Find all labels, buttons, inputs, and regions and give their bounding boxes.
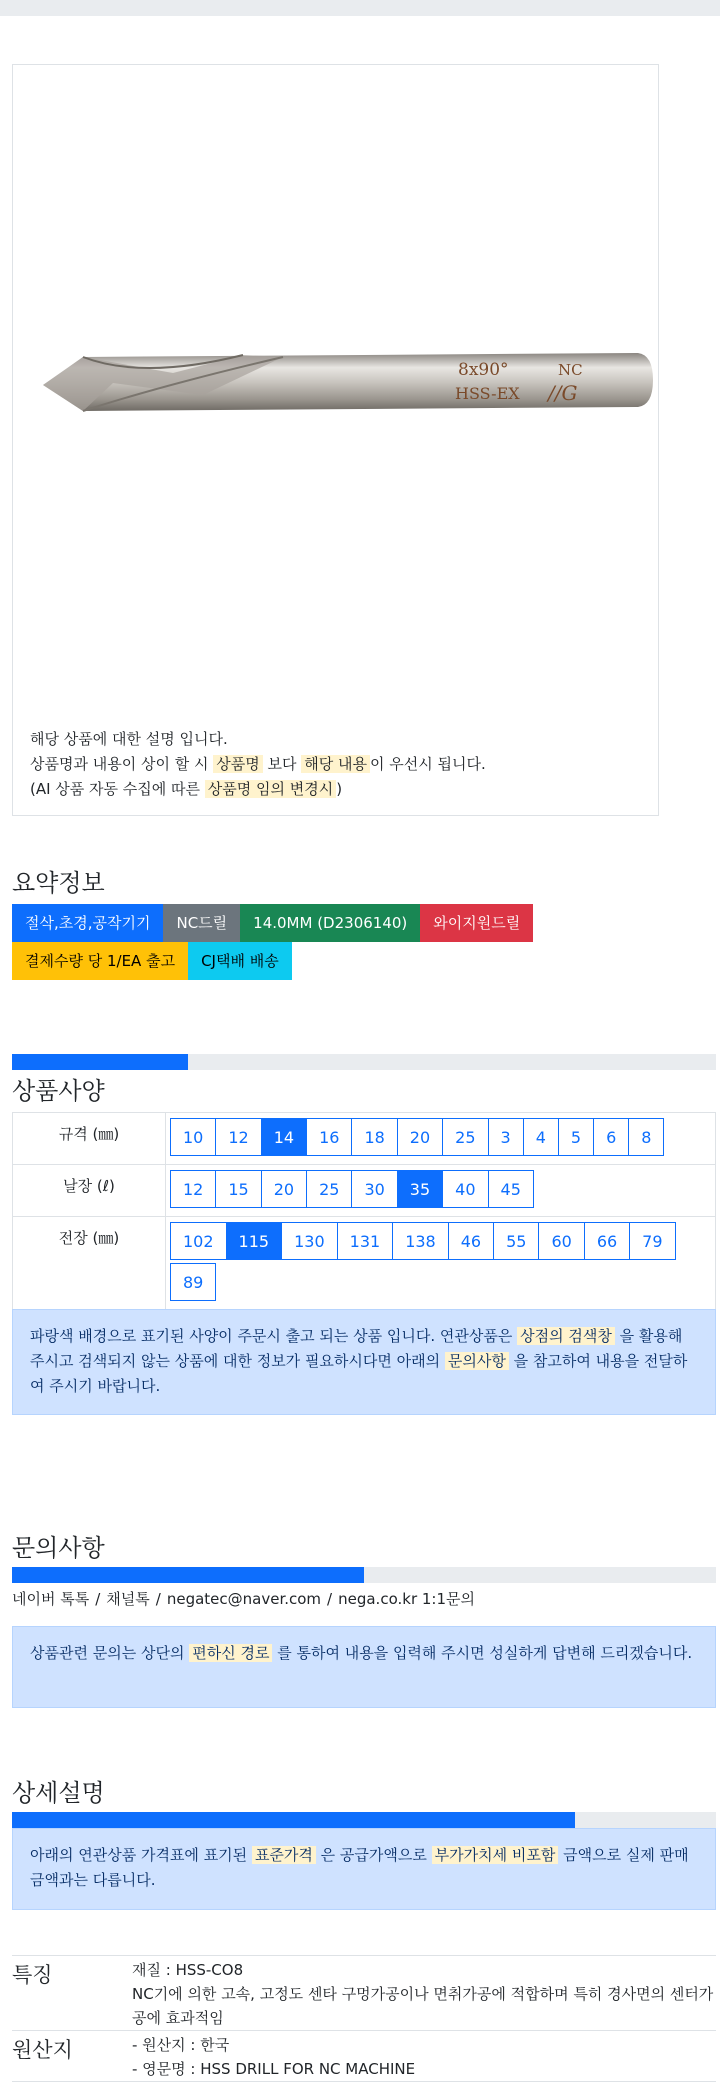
option-button-selected[interactable]: 115 [226,1222,283,1260]
option-button[interactable]: 138 [392,1222,449,1260]
top-bar [0,0,720,16]
highlight-text: 문의사항 [445,1352,509,1370]
feature-line: - 원산지 : 한국 [132,2036,230,2054]
highlight-text: 상점의 검색창 [517,1327,615,1345]
highlight-text: 상품명 [213,755,262,773]
separator: / [95,1590,101,1608]
drill-marking-size: 8x90° [458,360,509,380]
spec-label: 전장 (㎜) [13,1217,166,1312]
option-button[interactable]: 55 [493,1222,539,1260]
option-button[interactable]: 89 [170,1263,216,1301]
feature-line: - 영문명 : HSS DRILL FOR NC MACHINE [132,2060,416,2078]
separator: / [327,1590,333,1608]
feature-line: NC기에 의한 고속, 고정도 센타 구멍가공이나 면취가공에 적합하며 특히 경사면의 센터가공에 효과적임 [132,1985,714,2027]
option-button[interactable]: 20 [261,1170,307,1208]
option-button-selected[interactable]: 14 [261,1118,307,1156]
option-button[interactable]: 45 [488,1170,534,1208]
drill-marking-logo: //G [548,381,578,405]
contact-channel-talk[interactable]: 채널톡 [106,1590,150,1608]
feature-row [12,1956,716,2031]
option-button[interactable]: 4 [523,1118,559,1156]
spec-table [12,1112,716,1312]
feature-value [132,1956,716,2031]
inquiry-title: 문의사항 [12,1534,105,1562]
option-button[interactable]: 6 [593,1118,629,1156]
product-description [30,727,486,802]
highlight-text: 편하신 경로 [189,1644,272,1662]
spec-row-size [13,1113,716,1165]
text: ) [336,780,343,798]
option-button[interactable]: 18 [351,1118,397,1156]
option-button-selected[interactable]: 35 [397,1170,443,1208]
text: 파랑색 배경으로 표기된 사양이 주문시 출고 되는 상품 입니다. 연관상품은 [30,1327,518,1345]
option-button[interactable]: 131 [337,1222,394,1260]
option-button[interactable]: 16 [306,1118,352,1156]
option-button[interactable]: 66 [584,1222,630,1260]
spec-options [166,1113,716,1165]
highlight-text: 표준가격 [252,1846,316,1864]
text: 아래의 연관상품 가격표에 표기된 [30,1846,252,1864]
option-button[interactable]: 3 [488,1118,524,1156]
text: 를 통하여 내용을 입력해 주시면 성실하게 답변해 드리겠습니다. [272,1644,693,1662]
summary-title: 요약정보 [12,869,105,897]
text: (AI 상품 자동 수집에 따른 [30,780,205,798]
text: 은 공급가액으로 [315,1846,432,1864]
inquiry-notice [12,1626,716,1708]
spec-label: 날장 (ℓ) [13,1165,166,1217]
text: 보다 [262,755,302,773]
badge-category: 절삭,초경,공작기기 [12,904,163,942]
summary-badges [12,904,712,980]
option-button[interactable]: 20 [397,1118,443,1156]
option-button[interactable]: 10 [170,1118,216,1156]
option-button[interactable]: 25 [306,1170,352,1208]
detail-progress-bar [12,1812,716,1828]
contact-website[interactable]: nega.co.kr 1:1문의 [338,1590,475,1608]
feature-label: 원산지 [12,2031,132,2082]
spec-options [166,1165,716,1217]
product-description-line2 [30,752,486,777]
inquiry-progress-fill [12,1567,364,1583]
text: 을 참고하여 내용을 전달하여 주시기 바랍니다. [30,1352,688,1395]
highlight-text: 상품명 임의 변경시 [205,780,336,798]
detail-progress-fill [12,1812,575,1828]
product-description-line1: 해당 상품에 대한 설명 입니다. [30,730,228,748]
product-drill-image [23,335,653,425]
spec-notice [12,1309,716,1415]
text: 상품명과 내용이 상이 할 시 [30,755,214,773]
text: 을 활용해 주시고 검색되지 않는 상품에 대한 정보가 필요하시다면 아래의 [30,1327,683,1370]
option-button[interactable]: 12 [170,1170,216,1208]
spec-row-overall-length [13,1217,716,1312]
contact-naver-talk[interactable]: 네이버 톡톡 [12,1590,90,1608]
detail-notice [12,1828,716,1910]
product-description-line3 [30,777,486,802]
spec-progress-bar [12,1054,716,1070]
drill-marking-nc: NC [558,361,583,379]
product-image-box [12,64,659,816]
contact-email[interactable]: negatec@naver.com [166,1590,322,1608]
badge-brand: 와이지원드릴 [420,904,533,942]
drill-marking-material: HSS-EX [455,384,520,403]
contact-links [12,1588,475,1609]
option-button[interactable]: 40 [442,1170,488,1208]
option-button[interactable]: 15 [215,1170,261,1208]
inquiry-progress-bar [12,1567,716,1583]
option-button[interactable]: 5 [558,1118,594,1156]
feature-value [132,2031,716,2082]
option-button[interactable]: 130 [281,1222,338,1260]
feature-label: 특징 [12,1956,132,2031]
spec-title: 상품사양 [12,1077,105,1105]
text: 상품관련 문의는 상단의 [30,1644,190,1662]
text: 이 우선시 됩니다. [369,755,486,773]
highlight-text: 해당 내용 [301,755,370,773]
option-button[interactable]: 30 [351,1170,397,1208]
feature-row [12,2031,716,2082]
highlight-text: 부가가치세 비포함 [432,1846,559,1864]
detail-title: 상세설명 [12,1779,105,1807]
badge-size: 14.0MM (D2306140) [240,904,420,942]
option-button[interactable]: 25 [442,1118,488,1156]
spec-row-flute-length [13,1165,716,1217]
spec-progress-fill [12,1054,188,1070]
option-button[interactable]: 60 [538,1222,584,1260]
separator: / [155,1590,161,1608]
badge-quantity: 결제수량 당 1/EA 출고 [12,942,188,980]
text: 금액으로 실제 판매금액과는 다릅니다. [30,1846,689,1889]
option-button[interactable]: 8 [628,1118,664,1156]
option-button[interactable]: 46 [448,1222,494,1260]
badge-shipping: CJ택배 배송 [188,942,292,980]
feature-table [12,1955,716,2082]
option-button[interactable]: 102 [170,1222,227,1260]
option-button[interactable]: 79 [629,1222,675,1260]
badge-type: NC드릴 [163,904,240,942]
feature-line: 재질 : HSS-CO8 [132,1961,244,1979]
spec-label: 규격 (㎜) [13,1113,166,1165]
option-button[interactable]: 12 [215,1118,261,1156]
spec-options [166,1217,716,1312]
